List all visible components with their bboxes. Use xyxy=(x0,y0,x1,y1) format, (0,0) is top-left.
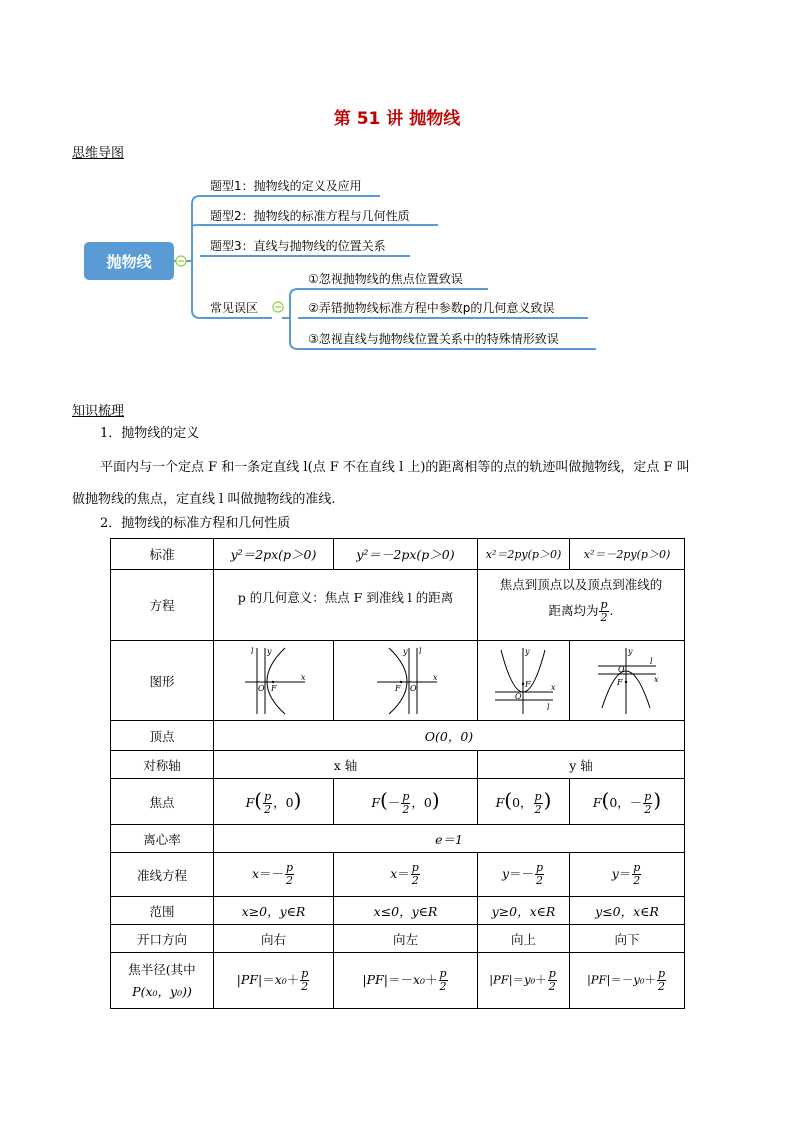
mindmap-error-2: ②弄错抛物线标准方程中参数p的几何意义致误 xyxy=(308,301,555,315)
mindmap-branch-1: 题型1：抛物线的定义及应用 xyxy=(210,179,362,193)
equation-up: x²＝2py(p＞0) xyxy=(478,539,570,570)
item-1-heading: 1．抛物线的定义 xyxy=(100,426,200,441)
directrix-left: x＝ $\frac{p}{2}$ xyxy=(334,853,478,897)
open-right: 向右 xyxy=(214,925,334,953)
label-l: l xyxy=(418,647,422,656)
graph-left-cell xyxy=(334,641,478,721)
directrix-down: y＝ $\frac{p}{2}$ xyxy=(570,853,685,897)
row-vertex xyxy=(111,721,685,751)
definition-line-2: 做抛物线的焦点，定直线 l 叫做抛物线的准线. xyxy=(72,492,336,507)
mindmap-branch-2: 题型2：抛物线的标准方程与几何性质 xyxy=(210,209,410,223)
graph-up xyxy=(489,642,559,716)
range-right: x≥0，y∈R xyxy=(214,897,334,925)
label-f: F xyxy=(394,684,401,693)
section-mindmap-heading: 思维导图 xyxy=(72,146,125,161)
item-2-heading: 2．抛物线的标准方程和几何性质 xyxy=(100,516,291,531)
properties-table xyxy=(110,538,685,1009)
graph-down xyxy=(592,642,662,716)
header-eccentricity: 离心率 xyxy=(111,825,214,853)
row-focus xyxy=(111,779,685,825)
label-l: l xyxy=(650,657,653,666)
range-down: y≤0，x∈R xyxy=(570,897,685,925)
vertex-value: O(0，0) xyxy=(214,721,685,751)
eccentricity-value: e＝1 xyxy=(214,825,685,853)
focus-up: F(0， $\frac{p}{2}$ ) xyxy=(478,779,570,825)
open-down: 向下 xyxy=(570,925,685,953)
header-equation: 方程 xyxy=(111,570,214,641)
header-axis: 对称轴 xyxy=(111,751,214,779)
row-directrix xyxy=(111,853,685,897)
mindmap-error-1: ①忽视抛物线的焦点位置致误 xyxy=(308,272,463,286)
header-opening: 开口方向 xyxy=(111,925,214,953)
mindmap-error-3: ③忽视直线与抛物线位置关系中的特殊情形致误 xyxy=(308,332,559,346)
header-vertex: 顶点 xyxy=(111,721,214,751)
equation-left: y²＝－2px(p＞0) xyxy=(334,539,478,570)
row-standard xyxy=(111,539,685,570)
header-directrix: 准线方程 xyxy=(111,853,214,897)
graph-left xyxy=(371,642,441,716)
label-o: O xyxy=(257,684,265,693)
directrix-up: y＝－ $\frac{p}{2}$ xyxy=(478,853,570,897)
header-graph: 图形 xyxy=(111,641,214,721)
row-focal-radius xyxy=(111,953,685,1009)
frac-num: p xyxy=(600,598,608,611)
equation-down: x²＝－2py(p＞0) xyxy=(570,539,685,570)
label-x: x xyxy=(432,673,438,682)
label-x: x xyxy=(550,683,556,692)
open-up: 向上 xyxy=(478,925,570,953)
radius-up: |PF|＝y₀＋ $\frac{p}{2}$ xyxy=(478,953,570,1009)
label-o: O xyxy=(514,692,522,701)
graph-up-cell xyxy=(478,641,570,721)
label-l: l xyxy=(250,647,254,656)
label-f: F xyxy=(617,678,623,687)
mindmap-branch-3: 题型3：直线与抛物线的位置关系 xyxy=(210,239,386,253)
label-y: y xyxy=(266,647,272,656)
graph-right xyxy=(239,642,309,716)
row-eccentricity xyxy=(111,825,685,853)
section-knowledge-heading: 知识梳理 xyxy=(72,404,125,419)
range-left: x≤0，y∈R xyxy=(334,897,478,925)
label-o: O xyxy=(409,684,417,693)
label-y: y xyxy=(524,647,530,656)
p-value-cell: 焦点到顶点以及顶点到准线的 距离均为 $\frac{p}{2}$ . xyxy=(478,570,685,641)
label-x: x xyxy=(300,673,306,682)
p-value-line-1: 焦点到顶点以及顶点到准线的 xyxy=(499,577,663,592)
focus-left: F(－ $\frac{p}{2}$ ，0) xyxy=(334,779,478,825)
label-f: F xyxy=(270,684,277,693)
definition-line-1: 平面内与一个定点 F 和一条定直线 l(点 F 不在直线 l 上)的距离相等的点的轨迹叫做抛物线，定点 F 叫 xyxy=(100,460,690,475)
row-range xyxy=(111,897,685,925)
frac-den: 2 xyxy=(600,611,608,624)
radius-right: |PF|＝x₀＋ $\frac{p}{2}$ xyxy=(214,953,334,1009)
axis-x: x 轴 xyxy=(214,751,478,779)
label-x: x xyxy=(654,675,659,684)
radius-left: |PF|＝－x₀＋ $\frac{p}{2}$ xyxy=(334,953,478,1009)
row-axis xyxy=(111,751,685,779)
focus-right: F( $\frac{p}{2}$ ，0) xyxy=(214,779,334,825)
row-equation xyxy=(111,570,685,641)
label-y: y xyxy=(628,647,633,656)
page-title: 第 51 讲 抛物线 xyxy=(333,109,461,129)
header-focus: 焦点 xyxy=(111,779,214,825)
p-value-line-2: 距离均为 xyxy=(548,603,599,618)
header-focal-radius: 焦半径(其中 P(x₀，y₀)) xyxy=(111,953,214,1009)
label-l: l xyxy=(546,703,550,712)
radius-down: |PF|＝－y₀＋ $\frac{p}{2}$ xyxy=(570,953,685,1009)
p-meaning: p 的几何意义：焦点 F 到准线 l 的距离 xyxy=(214,570,478,641)
header-standard: 标准 xyxy=(111,539,214,570)
row-graph xyxy=(111,641,685,721)
label-f: F xyxy=(524,680,531,689)
focus-down: F(0，－ $\frac{p}{2}$ ) xyxy=(570,779,685,825)
axis-y: y 轴 xyxy=(478,751,685,779)
row-opening xyxy=(111,925,685,953)
mindmap-errors-label: 常见误区 xyxy=(210,301,259,315)
label-o: O xyxy=(618,665,625,674)
mindmap-root: 抛物线 xyxy=(84,242,174,280)
directrix-right: x＝－ $\frac{p}{2}$ xyxy=(214,853,334,897)
label-y: y xyxy=(402,647,408,656)
header-range: 范围 xyxy=(111,897,214,925)
graph-down-cell xyxy=(570,641,685,721)
range-up: y≥0，x∈R xyxy=(478,897,570,925)
graph-right-cell xyxy=(214,641,334,721)
open-left: 向左 xyxy=(334,925,478,953)
equation-right: y²＝2px(p＞0) xyxy=(214,539,334,570)
